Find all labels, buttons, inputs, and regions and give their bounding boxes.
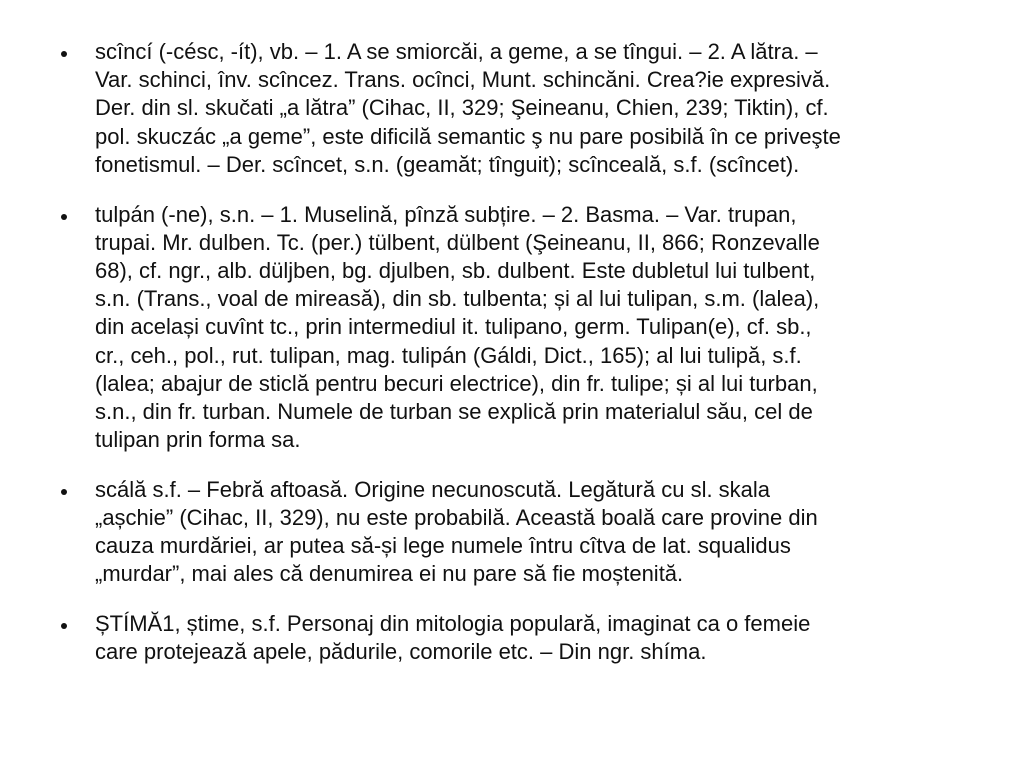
entry-line: „murdar”, mai ales că denumirea ei nu pare să fie moștenită. [95,561,684,587]
entry-tulpan [95,201,1023,455]
entry-scala [95,476,1023,589]
entry-line: s.n., din fr. turban. Numele de turban se explică prin materialul său, cel de [95,398,813,424]
entry-stima [95,610,1023,666]
bullet-marker [61,623,67,629]
entry-line: (lalea; abajur de sticlă pentru becuri electrice), din fr. tulipe; și al lui turban, [95,370,818,396]
bullet-marker [61,51,67,57]
bullet-marker [61,214,67,220]
entry-line: „așchie” (Cihac, II, 329), nu este probabilă. Această boală care provine din [95,505,818,531]
entry-line: 68), cf. ngr., alb. düljben, bg. djulben, sb. dulbent. Este dubletul lui tulbent, [95,257,816,283]
entry-line: cr., ceh., pol., rut. tulipan, mag. tulipán (Gáldi, Dict., 165); al lui tulipă, s.f. [95,342,802,368]
entry-line: Var. schinci, înv. scîncez. Trans. ocînci, Munt. schincăni. Crea?ie expresivă. [95,67,831,93]
entry-line: scálă s.f. – Febră aftoasă. Origine necunoscută. Legătură cu sl. skala [95,476,771,502]
entry-line: fonetismul. – Der. scîncet, s.n. (geamăt; tînguit); scînceală, s.f. (scîncet). [95,151,800,177]
bullet-marker [61,489,67,495]
entry-line: ȘTÍMĂ1, știme, s.f. Personaj din mitologia populară, imaginat ca o femeie [95,611,811,637]
entry-scinci [95,38,1023,179]
entry-line: trupai. Mr. dulben. Tc. (per.) tülbent, dülbent (Şeineanu, II, 866; Ronzevalle [95,229,820,255]
entry-line: s.n. (Trans., voal de mireasă), din sb. tulbenta; și al lui tulipan, s.m. (lalea), [95,286,820,312]
entry-line: scîncí (-césc, -ít), vb. – 1. A se smiorcăi, a geme, a se tîngui. – 2. A lătra. – [95,39,818,64]
entry-line: tulipan prin forma sa. [95,427,301,453]
entry-line: tulpán (-ne), s.n. – 1. Muselină, pînză subțire. – 2. Basma. – Var. trupan, [95,201,797,227]
entry-line: care protejează apele, pădurile, comorile etc. – Din ngr. shíma. [95,639,707,665]
entry-line: pol. skuczác „a geme”, este dificilă semantic ş nu pare posibilă în ce priveşte [95,123,841,149]
entry-line: din același cuvînt tc., prin intermediul it. tulipano, germ. Tulipan(e), cf. sb., [95,314,812,340]
entry-line: cauza murdăriei, ar putea să-și lege numele întru cîtva de lat. squalidus [95,533,791,559]
entry-line: Der. din sl. skučati „a lătra” (Cihac, II, 329; Şeineanu, Chien, 239; Tiktin), cf. [95,95,829,121]
